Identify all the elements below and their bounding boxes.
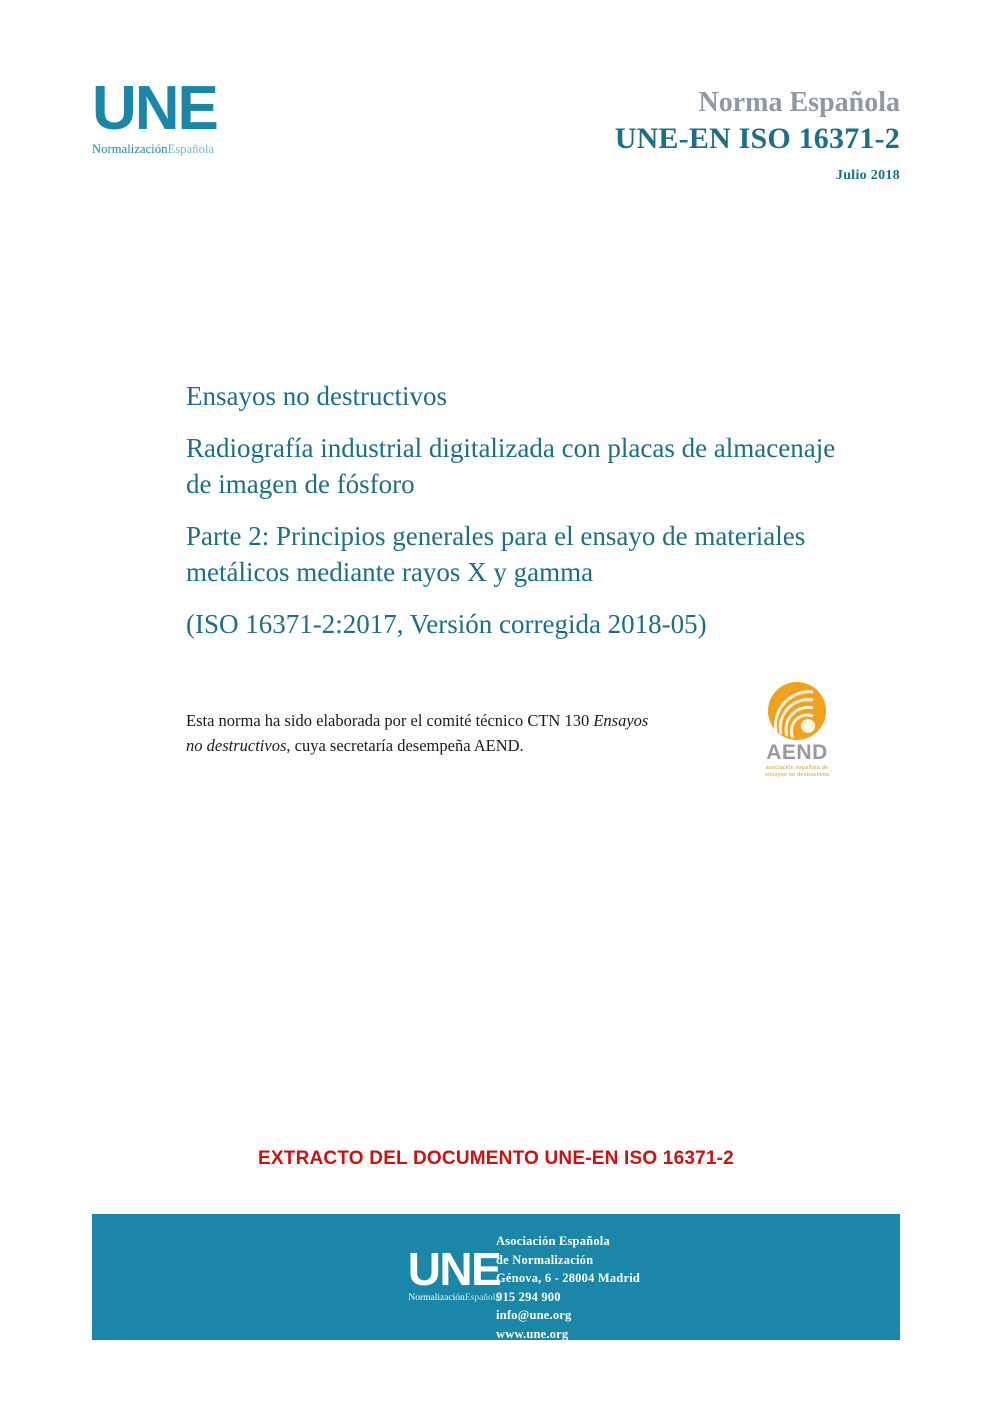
aend-name: AEND: [766, 741, 828, 764]
footer-contact-info: [496, 1232, 640, 1343]
aend-sun-icon: [768, 682, 826, 740]
aend-subtitle-2: ensayos no destructivos: [764, 772, 830, 778]
committee-note-part1: Esta norma ha sido elaborada por el comité técnico CTN 130: [186, 711, 594, 730]
title-line-1: Ensayos no destructivos: [186, 381, 447, 411]
page-header: [92, 74, 900, 208]
header-standard-info: [615, 86, 900, 184]
page-footer: [92, 1214, 900, 1340]
footer-phone: 915 294 900: [496, 1289, 561, 1304]
committee-note: [186, 708, 666, 758]
footer-une-tagline-light: Española: [464, 1293, 500, 1303]
footer-email[interactable]: info@une.org: [496, 1308, 572, 1322]
committee-note-part2: , cuya secretaría desempeña AEND.: [286, 736, 524, 755]
aend-subtitle-1: asociación española de: [765, 765, 829, 771]
footer-org-line-1: Asociación Española: [496, 1234, 610, 1248]
une-logo-tagline: [92, 142, 252, 157]
committee-note-italic: Ensayos no destructivos: [186, 711, 649, 755]
document-title-block: [186, 378, 846, 642]
title-line-3: Parte 2: Principios generales para el ensayo de materiales metálicos mediante rayos X y gamma: [186, 521, 806, 587]
footer-org-line-2: de Normalización: [496, 1252, 594, 1267]
title-line-2: Radiografía industrial digitalizada con placas de almacenaje de imagen de fósforo: [186, 433, 836, 499]
aend-logo: [752, 682, 842, 779]
publication-date: Julio 2018: [835, 168, 900, 183]
norma-espanola-label: Norma Española: [698, 87, 900, 118]
footer-address-line: Génova, 6 - 28004 Madrid: [496, 1271, 641, 1285]
footer-website[interactable]: www.une.org: [496, 1326, 569, 1341]
footer-une-wordmark: UNE: [407, 1243, 501, 1295]
une-logo-tagline-bold: Normalización: [92, 142, 168, 156]
footer-une-tagline-bold: Normalización: [408, 1293, 465, 1303]
une-logo-tagline-light: Española: [167, 142, 215, 156]
standard-code: UNE-EN ISO 16371-2: [614, 122, 900, 155]
une-logo: [92, 74, 252, 157]
title-line-4: (ISO 16371-2:2017, Versión corregida 2018-05): [186, 609, 707, 639]
une-logo-wordmark: UNE: [92, 74, 217, 143]
extract-notice: EXTRACTO DEL DOCUMENTO UNE-EN ISO 16371-2: [258, 1148, 734, 1169]
